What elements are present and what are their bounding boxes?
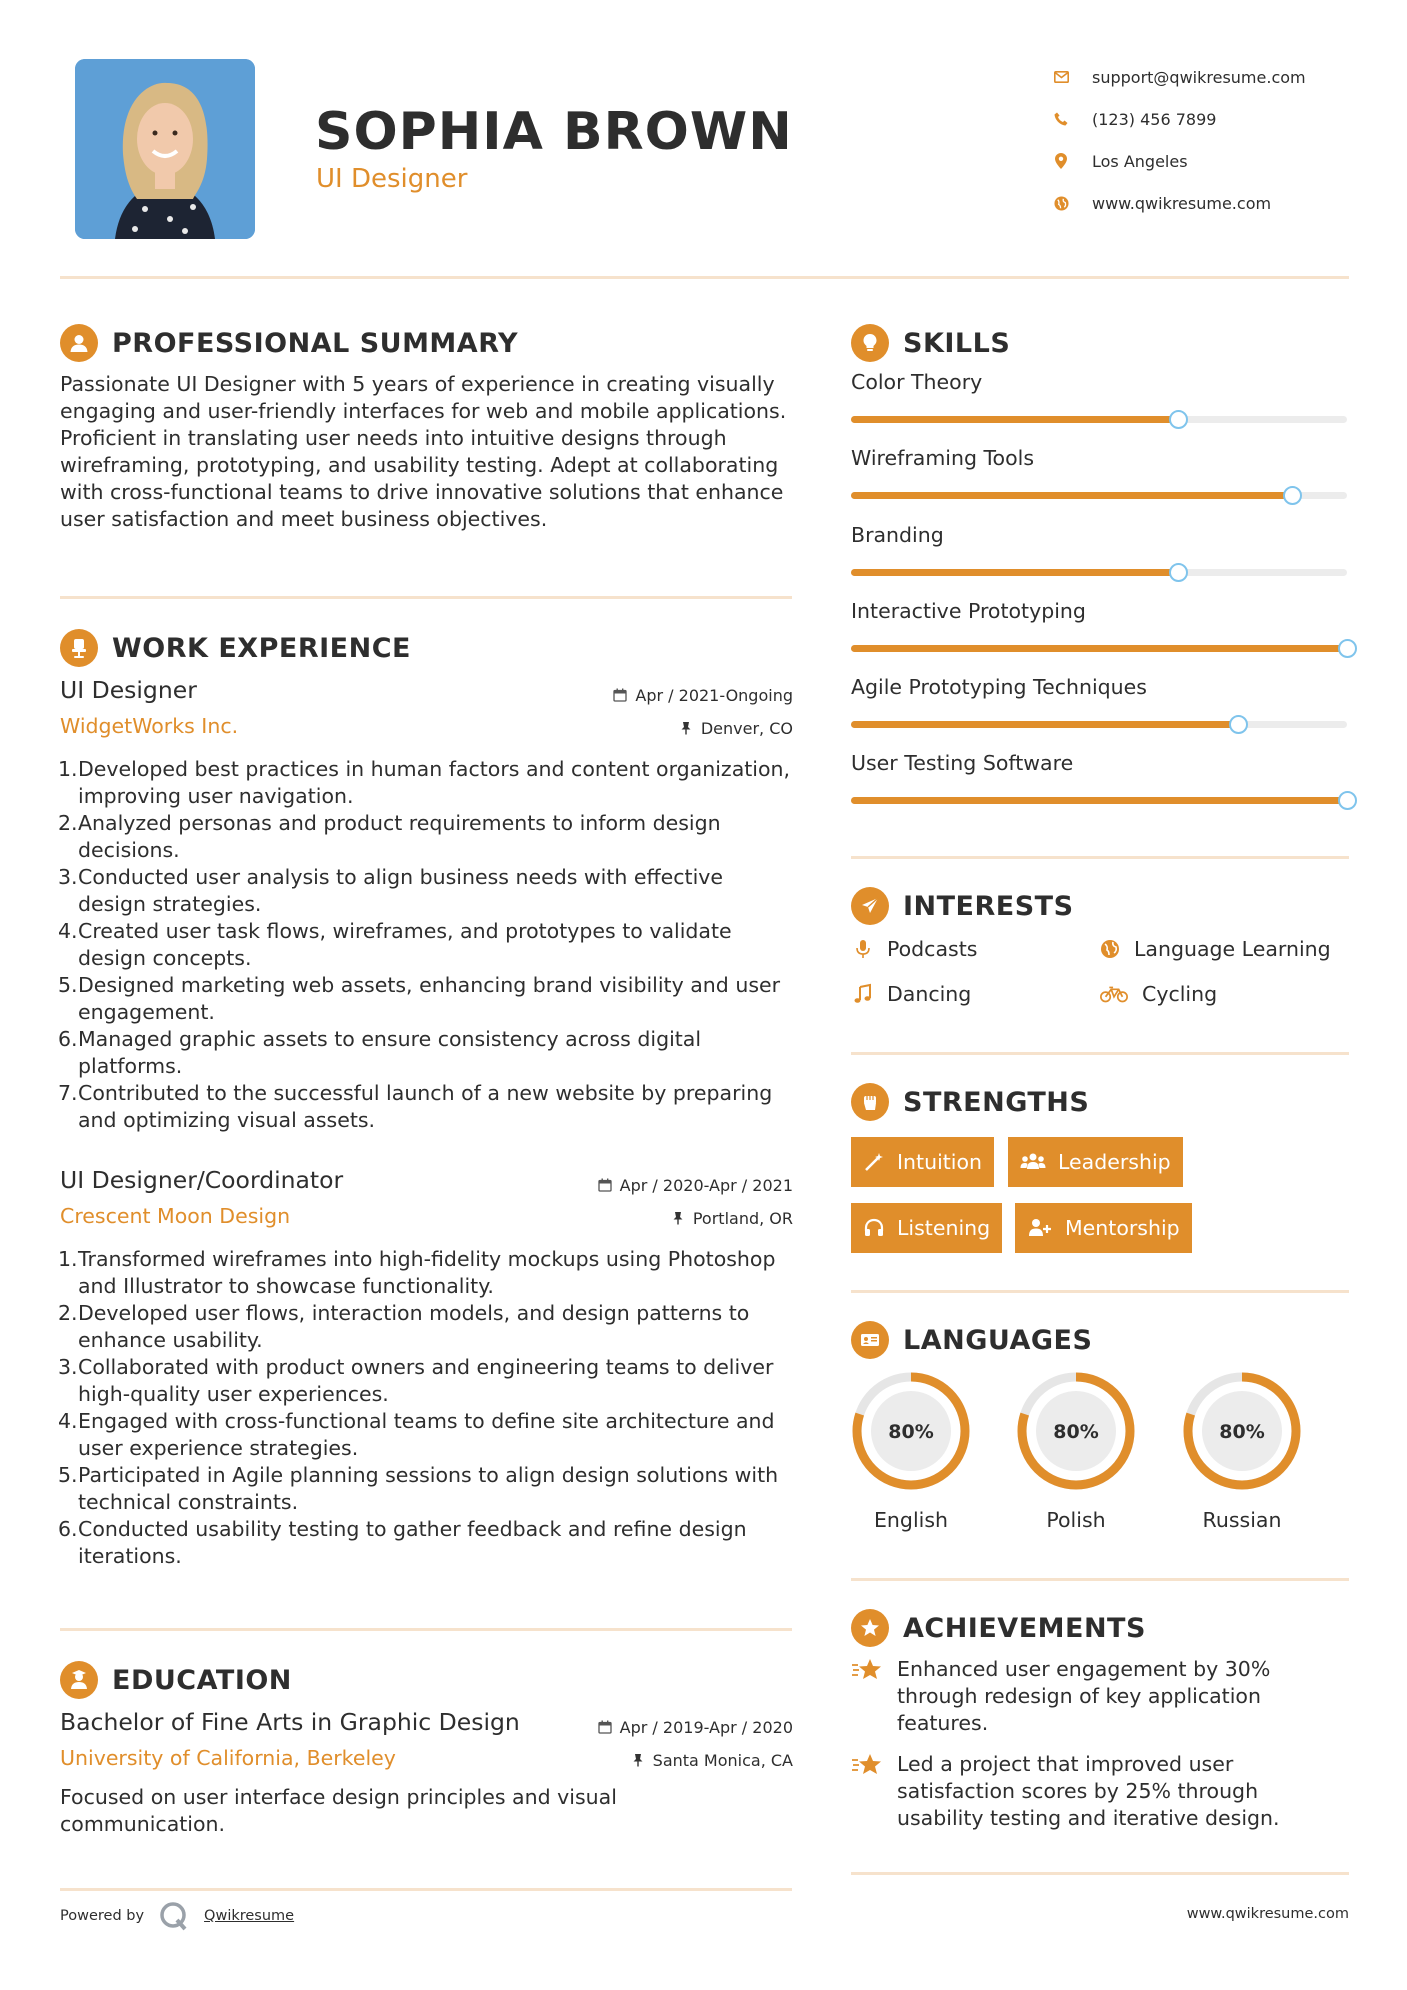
language-name: Polish bbox=[1046, 1508, 1106, 1532]
star-badge-icon bbox=[851, 1609, 889, 1647]
job-duties bbox=[60, 1246, 793, 1570]
school-name: University of California, Berkeley bbox=[60, 1746, 396, 1770]
interest-label: Dancing bbox=[887, 982, 972, 1006]
job-meta bbox=[613, 685, 793, 738]
skill-item bbox=[851, 446, 1349, 522]
skill-item bbox=[851, 751, 1349, 827]
star-icon bbox=[851, 1656, 885, 1686]
magic-wand-icon bbox=[863, 1151, 885, 1173]
skill-name: Wireframing Tools bbox=[851, 446, 1034, 471]
language-item bbox=[850, 1370, 972, 1532]
job-dates-text: Apr / 2020-Apr / 2021 bbox=[619, 1175, 793, 1195]
graduate-icon bbox=[60, 1661, 98, 1699]
skills-list bbox=[851, 370, 1349, 828]
list-item: 3. Conducted user analysis to align business needs with effective design strategies. bbox=[58, 865, 724, 916]
list-item: 5. Designed marketing web assets, enhancing brand visibility and user engagement. bbox=[58, 973, 781, 1024]
skill-track bbox=[851, 721, 1347, 728]
skill-track bbox=[851, 416, 1347, 423]
job-entry bbox=[60, 676, 793, 1134]
strength-label: Listening bbox=[897, 1216, 991, 1240]
achievement-text: Enhanced user engagement by 30% through redesign of key application features. bbox=[897, 1657, 1271, 1735]
calendar-icon bbox=[598, 1178, 612, 1192]
list-item: 6. Conducted usability testing to gather feedback and refine design iterations. bbox=[58, 1517, 747, 1568]
header-divider bbox=[60, 276, 1349, 279]
strengths-heading bbox=[851, 1083, 1089, 1121]
skill-item bbox=[851, 675, 1349, 751]
language-name: English bbox=[873, 1508, 949, 1532]
skill-item bbox=[851, 370, 1349, 446]
job-location bbox=[598, 1208, 793, 1228]
strength-label: Leadership bbox=[1058, 1150, 1171, 1174]
summary-divider bbox=[60, 596, 792, 599]
calendar-icon bbox=[613, 688, 627, 702]
contact-website[interactable] bbox=[1052, 182, 1306, 224]
skill-fill bbox=[851, 797, 1347, 804]
footer-powered-by bbox=[60, 1900, 294, 1932]
strength-badge bbox=[851, 1137, 994, 1187]
skill-name: Agile Prototyping Techniques bbox=[851, 675, 1147, 700]
job-location-text: Denver, CO bbox=[700, 718, 793, 738]
skill-name: Color Theory bbox=[851, 370, 983, 394]
skill-fill bbox=[851, 492, 1292, 499]
job-title: UI Designer/Coordinator bbox=[60, 1166, 344, 1194]
skill-track bbox=[851, 569, 1347, 576]
contact-phone[interactable] bbox=[1052, 98, 1306, 140]
strength-badge bbox=[1008, 1137, 1183, 1187]
list-item: 6. Managed graphic assets to ensure consistency across digital platforms. bbox=[58, 1027, 702, 1078]
education-dates bbox=[598, 1717, 793, 1737]
map-pin-icon bbox=[1052, 152, 1070, 170]
paper-plane-icon bbox=[851, 887, 889, 925]
language-percent: 80% bbox=[888, 1421, 934, 1443]
education-description: Focused on user interface design principles and visual communication. bbox=[60, 1785, 617, 1836]
candidate-name: SOPHIA BROWN bbox=[315, 102, 793, 162]
skill-knob bbox=[1283, 486, 1302, 505]
education-heading bbox=[60, 1661, 292, 1699]
skill-name: Interactive Prototyping bbox=[851, 598, 1086, 623]
calendar-icon bbox=[598, 1720, 612, 1734]
education-location-text: Santa Monica, CA bbox=[652, 1750, 793, 1770]
powered-by-text: Powered by bbox=[60, 1908, 145, 1924]
skill-track bbox=[851, 797, 1347, 804]
interest-label: Cycling bbox=[1142, 982, 1218, 1006]
languages-divider bbox=[851, 1578, 1349, 1581]
fist-icon bbox=[851, 1083, 889, 1121]
strength-badge bbox=[1015, 1203, 1192, 1253]
envelope-icon bbox=[1052, 68, 1070, 86]
summary-heading-text: PROFESSIONAL SUMMARY bbox=[112, 327, 519, 359]
language-item bbox=[1181, 1370, 1303, 1532]
pushpin-icon bbox=[631, 1753, 645, 1767]
globe-icon bbox=[1098, 937, 1122, 961]
skill-item bbox=[851, 523, 1349, 599]
contact-location bbox=[1052, 140, 1306, 182]
qwikresume-logo-icon bbox=[158, 1900, 190, 1932]
experience-divider bbox=[60, 1628, 792, 1631]
education-location bbox=[598, 1750, 793, 1770]
contact-email[interactable] bbox=[1052, 56, 1306, 98]
skill-track bbox=[851, 492, 1347, 499]
summary-heading bbox=[60, 324, 518, 362]
job-title: UI Designer bbox=[60, 676, 197, 704]
education-entry bbox=[60, 1708, 793, 1838]
list-item: 1. Transformed wireframes into high-fidelity mockups using Photoshop and Illustrator to showcase functionality. bbox=[58, 1247, 776, 1298]
interests-heading bbox=[851, 887, 1074, 925]
skill-fill bbox=[851, 645, 1347, 652]
strength-label: Intuition bbox=[897, 1150, 983, 1174]
job-meta bbox=[598, 1175, 793, 1228]
interest-item bbox=[851, 982, 971, 1006]
skill-fill bbox=[851, 416, 1178, 423]
list-item: 2. Developed user flows, interaction models, and design patterns to enhance usability. bbox=[58, 1301, 750, 1352]
strengths-divider bbox=[851, 1290, 1349, 1293]
interests-heading-text: INTERESTS bbox=[903, 890, 1074, 922]
degree-title: Bachelor of Fine Arts in Graphic Design bbox=[60, 1708, 520, 1736]
phone-icon bbox=[1052, 110, 1070, 128]
language-item bbox=[1015, 1370, 1137, 1532]
user-icon bbox=[60, 324, 98, 362]
contact-location-text: Los Angeles bbox=[1092, 151, 1188, 171]
skill-fill bbox=[851, 569, 1178, 576]
interests-divider bbox=[851, 1052, 1349, 1055]
contact-block bbox=[1052, 56, 1306, 224]
skill-item bbox=[851, 599, 1349, 675]
list-item: 4. Engaged with cross-functional teams to define site architecture and user experience strategies. bbox=[58, 1409, 775, 1460]
strength-badge bbox=[851, 1203, 1002, 1253]
strength-label: Mentorship bbox=[1065, 1216, 1180, 1240]
interest-item bbox=[851, 937, 977, 961]
achievements-heading bbox=[851, 1609, 1146, 1647]
skill-knob bbox=[1169, 410, 1188, 429]
list-item: 3. Collaborated with product owners and engineering teams to deliver high-quality user experiences. bbox=[58, 1355, 774, 1406]
language-percent: 80% bbox=[1053, 1421, 1099, 1443]
language-name: Russian bbox=[1202, 1508, 1282, 1532]
summary-text: Passionate UI Designer with 5 years of experience in creating visually engaging and user-friendly interfaces for web and mobile applications. Proficient in translating user needs into intuitive designs through wireframing, prototyping, and usability testing. Adept at collaborating with cross-functional teams to drive innovative solutions that enhance user satisfaction and meet business objectives. bbox=[60, 372, 787, 531]
footer-site[interactable]: www.qwikresume.com bbox=[1186, 1906, 1349, 1922]
languages-heading-text: LANGUAGES bbox=[903, 1324, 1093, 1356]
profile-photo bbox=[75, 59, 255, 239]
interest-item bbox=[1098, 937, 1331, 961]
contact-website-text: www.qwikresume.com bbox=[1092, 193, 1272, 213]
skill-knob bbox=[1338, 791, 1357, 810]
list-item: 1. Developed best practices in human factors and content organization, improving user navigation. bbox=[58, 757, 791, 808]
list-item: 5. Participated in Agile planning sessions to align design solutions with technical constraints. bbox=[58, 1463, 779, 1514]
chair-icon bbox=[60, 629, 98, 667]
pushpin-icon bbox=[671, 1211, 685, 1225]
education-heading-text: EDUCATION bbox=[112, 1664, 292, 1696]
language-ring bbox=[1181, 1370, 1303, 1492]
language-ring bbox=[850, 1370, 972, 1492]
skills-divider bbox=[851, 856, 1349, 859]
list-item: 2. Analyzed personas and product requirements to inform design decisions. bbox=[58, 811, 721, 862]
skill-fill bbox=[851, 721, 1238, 728]
achievement-item bbox=[851, 1751, 1351, 1832]
globe-icon bbox=[1052, 194, 1070, 212]
education-divider bbox=[60, 1888, 792, 1891]
contact-email-text: support@qwikresume.com bbox=[1092, 67, 1306, 87]
profile-photo-image bbox=[75, 59, 255, 239]
job-duties bbox=[60, 756, 793, 1134]
achievements-heading-text: ACHIEVEMENTS bbox=[903, 1612, 1146, 1644]
language-ring bbox=[1015, 1370, 1137, 1492]
pushpin-icon bbox=[679, 721, 693, 735]
skill-name: Branding bbox=[851, 522, 944, 547]
job-dates bbox=[598, 1175, 793, 1195]
users-icon bbox=[1020, 1151, 1046, 1173]
language-percent: 80% bbox=[1219, 1421, 1265, 1443]
job-company: Crescent Moon Design bbox=[60, 1204, 291, 1228]
lightbulb-icon bbox=[851, 324, 889, 362]
job-entry bbox=[60, 1166, 793, 1570]
list-item: 7. Contributed to the successful launch of a new website by preparing and optimizing visual assets. bbox=[58, 1081, 773, 1132]
interest-label: Podcasts bbox=[887, 937, 978, 961]
strengths-heading-text: STRENGTHS bbox=[903, 1086, 1090, 1118]
interest-item bbox=[1098, 982, 1217, 1006]
skill-knob bbox=[1338, 639, 1357, 658]
job-company: WidgetWorks Inc. bbox=[60, 714, 239, 738]
job-location bbox=[613, 718, 793, 738]
music-note-icon bbox=[851, 982, 875, 1006]
interest-label: Language Learning bbox=[1134, 937, 1331, 961]
candidate-title: UI Designer bbox=[316, 164, 468, 194]
skill-knob bbox=[1169, 563, 1188, 582]
skills-heading-text: SKILLS bbox=[903, 327, 1011, 359]
microphone-icon bbox=[851, 937, 875, 961]
contact-phone-text: (123) 456 7899 bbox=[1092, 109, 1217, 129]
qwikresume-link[interactable]: Qwikresume bbox=[204, 1908, 295, 1924]
languages-heading bbox=[851, 1321, 1092, 1359]
experience-heading bbox=[60, 629, 411, 667]
achievements-divider bbox=[851, 1872, 1349, 1875]
experience-heading-text: WORK EXPERIENCE bbox=[112, 632, 411, 664]
list-item: 4. Created user task flows, wireframes, and prototypes to validate design concepts. bbox=[58, 919, 732, 970]
user-plus-icon bbox=[1027, 1217, 1053, 1239]
job-dates bbox=[613, 685, 793, 705]
skill-knob bbox=[1229, 715, 1248, 734]
job-location-text: Portland, OR bbox=[692, 1208, 793, 1228]
id-card-icon bbox=[851, 1321, 889, 1359]
headphones-icon bbox=[863, 1217, 885, 1239]
education-dates-text: Apr / 2019-Apr / 2020 bbox=[619, 1717, 793, 1737]
education-meta bbox=[598, 1717, 793, 1770]
star-icon bbox=[851, 1751, 885, 1781]
skills-heading bbox=[851, 324, 1010, 362]
skill-name: User Testing Software bbox=[851, 751, 1074, 776]
achievement-text: Led a project that improved user satisfaction scores by 25% through usability testing and iterative design. bbox=[897, 1752, 1280, 1830]
job-dates-text: Apr / 2021-Ongoing bbox=[635, 685, 793, 705]
skill-track bbox=[851, 645, 1347, 652]
achievement-item bbox=[851, 1656, 1351, 1737]
bicycle-icon bbox=[1098, 982, 1130, 1006]
